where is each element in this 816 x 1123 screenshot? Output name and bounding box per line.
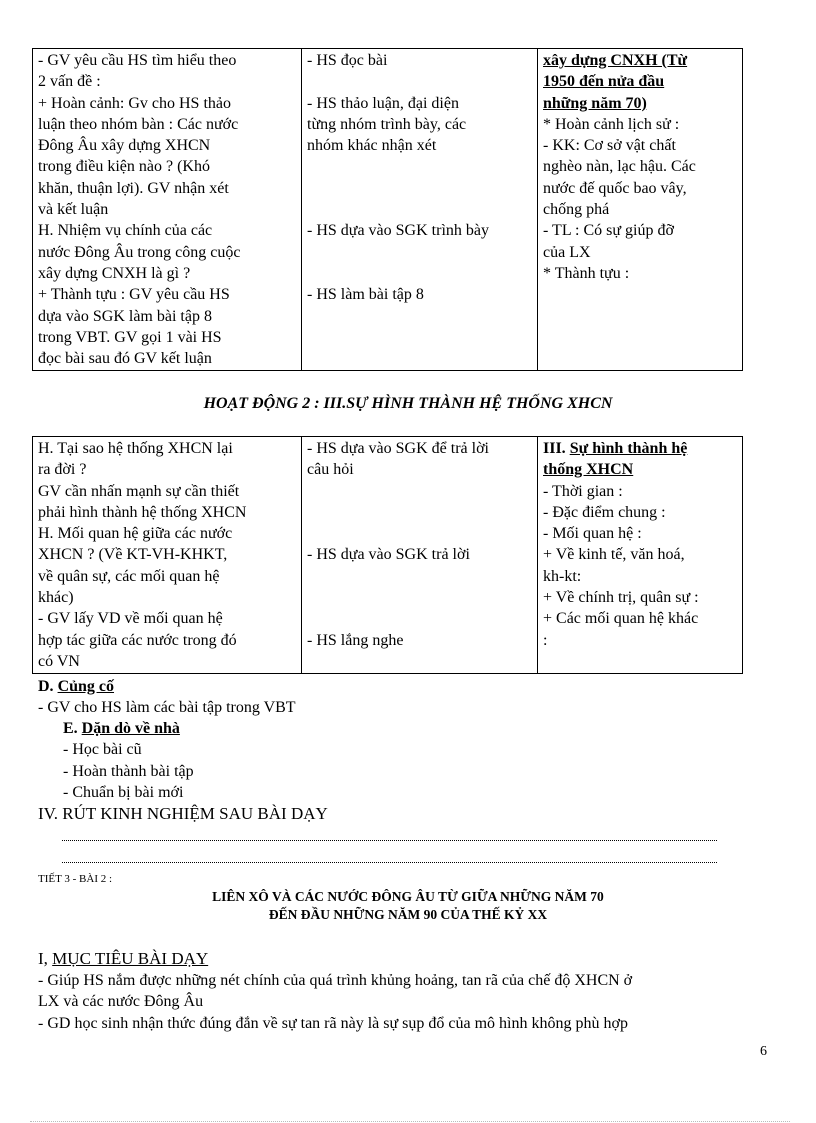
cell-line: và kết luận bbox=[38, 201, 109, 219]
cell-line: XHCN ? (Về KT-VH-KHKT, bbox=[38, 546, 228, 564]
table1-col1-lines bbox=[38, 50, 297, 369]
cell-line: - HS dựa vào SGK trả lời bbox=[307, 546, 470, 564]
cell-line: GV cần nhấn mạnh sự cần thiết bbox=[38, 482, 240, 500]
cell-line: xây dựng CNXH (Từ bbox=[543, 52, 688, 69]
cell-line: xây dựng CNXH là gì ? bbox=[38, 264, 191, 282]
lesson-label: TIẾT 3 - BÀI 2 : bbox=[38, 873, 113, 885]
cell-line bbox=[307, 178, 533, 199]
table1-col3-lines bbox=[543, 50, 738, 284]
cell-line: + Thành tựu : GV yêu cầu HS bbox=[38, 286, 230, 304]
table2-content-col bbox=[538, 437, 743, 674]
cell-line bbox=[307, 566, 533, 587]
consolidation-title: Củng cố bbox=[57, 678, 115, 695]
cell-line: - HS dựa vào SGK trình bày bbox=[307, 222, 489, 240]
cell-line: câu hỏi bbox=[307, 461, 354, 479]
cell-line: Đông Âu xây dựng XHCN bbox=[38, 137, 211, 155]
consolidation-letter: D. bbox=[38, 678, 54, 695]
activity-2-heading: HOẠT ĐỘNG 2 : III.SỰ HÌNH THÀNH HỆ THỐNG XHCN bbox=[203, 395, 613, 412]
objective-line: - GD học sinh nhận thức đúng đắn về sự tan rã này là sự sụp đổ của mô hình không phù hợp bbox=[38, 1015, 628, 1032]
cell-line: 2 vấn đề : bbox=[38, 73, 101, 91]
cell-line: hợp tác giữa các nước trong đó bbox=[38, 631, 237, 649]
cell-line: từng nhóm trình bày, các bbox=[307, 115, 467, 133]
homework-letter: E. bbox=[63, 720, 78, 737]
lesson-table-2 bbox=[32, 436, 743, 674]
cell-line: - Đặc điểm chung : bbox=[543, 503, 666, 521]
table2-col2-lines bbox=[307, 438, 533, 651]
cell-line bbox=[307, 199, 533, 220]
consolidation-heading bbox=[38, 676, 114, 697]
cell-line: nước Đông Âu trong công cuộc bbox=[38, 243, 241, 261]
cell-line: + Các mối quan hệ khác bbox=[543, 610, 699, 628]
lesson-table-1 bbox=[32, 48, 743, 371]
cell-line bbox=[307, 608, 533, 629]
homework-item: - Chuẩn bị bài mới bbox=[63, 784, 184, 801]
cell-line: + Về chính trị, quân sự : bbox=[543, 589, 699, 607]
cell-line: - Mối quan hệ : bbox=[543, 525, 642, 543]
cell-line: + Về kinh tế, văn hoá, bbox=[543, 546, 685, 564]
homework-item: - Học bài cũ bbox=[63, 741, 142, 758]
experience-heading: IV. RÚT KINH NGHIỆM SAU BÀI DẠY bbox=[38, 804, 328, 823]
section-iii-title: Sự hình thành hệ bbox=[569, 440, 688, 457]
cell-line: H. Nhiệm vụ chính của các bbox=[38, 222, 213, 240]
cell-line: chống phá bbox=[543, 201, 610, 219]
table2-col3-heading bbox=[543, 438, 738, 459]
cell-line: những năm 70) bbox=[543, 94, 647, 112]
homework-title: Dặn dò về nhà bbox=[81, 720, 180, 737]
cell-line: thống XHCN bbox=[543, 461, 634, 479]
lesson-title-line-1: LIÊN XÔ VÀ CÁC NƯỚC ĐÔNG ÂU TỪ GIỮA NHỮNG NĂM 70 bbox=[212, 889, 604, 904]
cell-line bbox=[307, 242, 533, 263]
cell-line: nhóm khác nhận xét bbox=[307, 137, 437, 155]
cell-line: - GV yêu cầu HS tìm hiểu theo bbox=[38, 52, 237, 69]
cell-line: trong VBT. GV gọi 1 vài HS bbox=[38, 328, 222, 346]
cell-line: 1950 đến nửa đầu bbox=[543, 73, 665, 91]
consolidation-item: - GV cho HS làm các bài tập trong VBT bbox=[38, 699, 296, 716]
cell-line: đọc bài sau đó GV kết luận bbox=[38, 350, 212, 368]
objective-line: LX và các nước Đông Âu bbox=[38, 993, 204, 1010]
objectives-heading bbox=[38, 948, 208, 969]
cell-line: khăn, thuận lợi). GV nhận xét bbox=[38, 179, 229, 197]
section-iii-roman: III. bbox=[543, 440, 566, 457]
cell-line: nước đế quốc bao vây, bbox=[543, 179, 687, 197]
cell-line: khác) bbox=[38, 589, 74, 607]
objective-line: - Giúp HS nắm được những nét chính của quá trình khủng hoảng, tan rã của chế độ XHCN ở bbox=[38, 972, 633, 989]
cell-line bbox=[307, 502, 533, 523]
cell-line: - GV lấy VD về mối quan hệ bbox=[38, 610, 223, 628]
table1-content-col bbox=[538, 49, 743, 371]
dotted-line bbox=[62, 840, 717, 842]
cell-line: - HS dựa vào SGK để trả lời bbox=[307, 440, 489, 457]
cell-line: dựa vào SGK làm bài tập 8 bbox=[38, 307, 212, 325]
cell-line: - TL : Có sự giúp đỡ bbox=[543, 222, 674, 240]
lesson-title-line-2: ĐẾN ĐẦU NHỮNG NĂM 90 CỦA THẾ KỶ XX bbox=[268, 907, 548, 922]
cell-line: - HS làm bài tập 8 bbox=[307, 286, 424, 304]
cell-line: H. Tại sao hệ thống XHCN lại bbox=[38, 440, 233, 457]
cell-line bbox=[307, 263, 533, 284]
page-number: 6 bbox=[760, 1044, 767, 1059]
cell-line: + Hoàn cảnh: Gv cho HS thảo bbox=[38, 94, 231, 112]
cell-line: : bbox=[543, 631, 548, 649]
cell-line: - HS lắng nghe bbox=[307, 631, 404, 649]
table2-student-col bbox=[302, 437, 538, 674]
table2-teacher-col bbox=[33, 437, 302, 674]
cell-line: kh-kt: bbox=[543, 567, 582, 585]
cell-line bbox=[307, 523, 533, 544]
cell-line: phải hình thành hệ thống XHCN bbox=[38, 503, 247, 521]
cell-line: - Thời gian : bbox=[543, 482, 623, 500]
cell-line bbox=[307, 481, 533, 502]
cell-line: về quân sự, các mối quan hệ bbox=[38, 567, 220, 585]
homework-item: - Hoàn thành bài tập bbox=[63, 763, 194, 780]
cell-line: - KK: Cơ sở vật chất bbox=[543, 137, 676, 155]
cell-line bbox=[307, 156, 533, 177]
table1-teacher-col bbox=[33, 49, 302, 371]
cell-line: H. Mối quan hệ giữa các nước bbox=[38, 525, 233, 543]
cell-line: * Thành tựu : bbox=[543, 264, 630, 282]
cell-line: - HS đọc bài bbox=[307, 52, 388, 69]
table2-col3-lines bbox=[543, 459, 738, 651]
homework-heading bbox=[63, 718, 180, 739]
cell-line: luận theo nhóm bàn : Các nước bbox=[38, 115, 239, 133]
cell-line: ra đời ? bbox=[38, 461, 87, 479]
dotted-line bbox=[62, 862, 717, 864]
cell-line: trong điều kiện nào ? (Khó bbox=[38, 158, 210, 176]
table1-col2-lines bbox=[307, 50, 533, 306]
table1-student-col bbox=[302, 49, 538, 371]
objectives-prefix: I, bbox=[38, 949, 48, 968]
objectives-title: MỤC TIÊU BÀI DẠY bbox=[52, 949, 209, 968]
cell-line: có VN bbox=[38, 652, 80, 670]
cell-line: * Hoàn cảnh lịch sử : bbox=[543, 115, 680, 133]
cell-line bbox=[307, 71, 533, 92]
cell-line: của LX bbox=[543, 243, 591, 261]
cell-line: - HS thảo luận, đại diện bbox=[307, 94, 459, 112]
table2-col1-lines bbox=[38, 438, 297, 672]
cell-line bbox=[307, 587, 533, 608]
cell-line: nghèo nàn, lạc hậu. Các bbox=[543, 158, 696, 176]
